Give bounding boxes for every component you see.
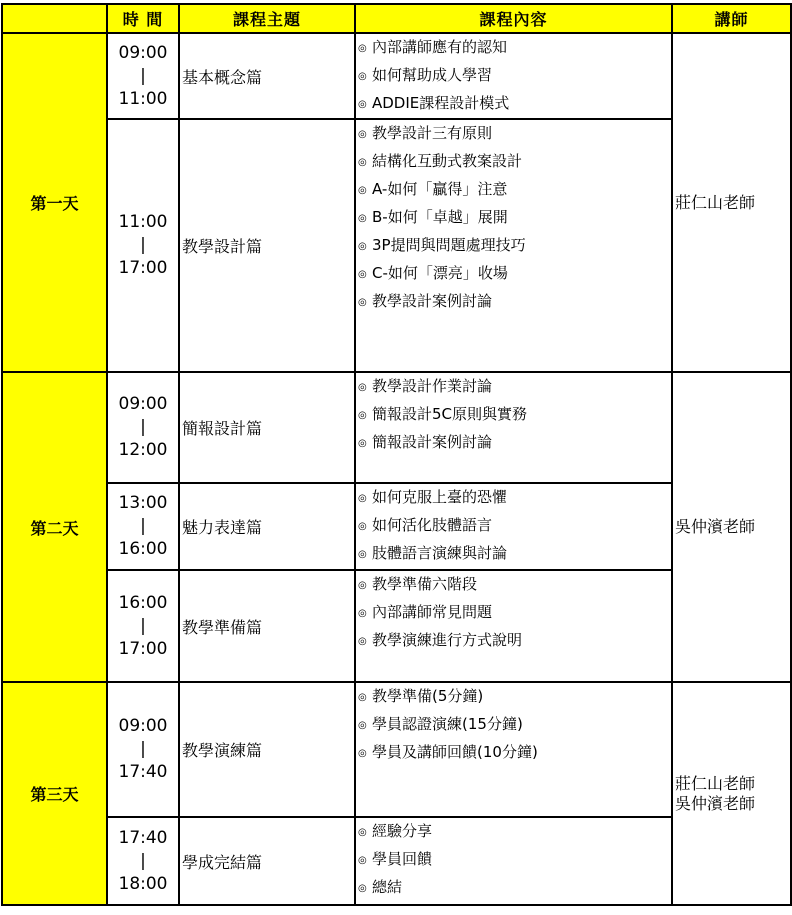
session-topic: 基本概念篇: [179, 33, 355, 119]
list-item: ◎ C-如何「漂亮」收場: [358, 260, 671, 288]
list-item: ◎ 教學設計三有原則: [358, 120, 671, 148]
topic-header: 課程主題: [179, 4, 355, 33]
teacher-name: 吳仲濱老師: [675, 793, 756, 813]
session-content: [355, 483, 672, 570]
blank-header: [2, 4, 107, 33]
list-item: ◎ 學員回饋: [358, 846, 671, 874]
bullet-icon: ◎: [358, 636, 367, 647]
list-item: ◎ 教學演練進行方式說明: [358, 627, 671, 655]
header-row: [2, 4, 791, 33]
session-content: [355, 570, 672, 682]
list-item: ◎ 經驗分享: [358, 818, 671, 846]
list-item: ◎ 肢體語言演練與討論: [358, 540, 671, 568]
list-item: ◎ ADDIE課程設計模式: [358, 90, 671, 118]
bullet-icon: ◎: [358, 748, 367, 759]
list-item: ◎ 教學設計案例討論: [358, 288, 671, 316]
session-time: 09:00 | 11:00: [107, 33, 179, 119]
list-item: ◎ 學員及講師回饋(10分鐘): [358, 739, 671, 767]
bullet-icon: ◎: [358, 438, 367, 449]
list-item: ◎ 如何活化肢體語言: [358, 512, 671, 540]
bullet-icon: ◎: [358, 213, 367, 224]
course-schedule-table: [1, 3, 792, 906]
session-time: 11:00 | 17:00: [107, 119, 179, 372]
list-item: ◎ B-如何「卓越」展開: [358, 204, 671, 232]
list-item: ◎ 學員認證演練(15分鐘): [358, 711, 671, 739]
session-topic: 教學設計篇: [179, 119, 355, 372]
teacher-name: 吳仲濱老師: [675, 517, 756, 536]
session-row: [2, 372, 791, 483]
bullet-icon: ◎: [358, 71, 367, 82]
list-item: ◎ 簡報設計5C原則與實務: [358, 401, 671, 429]
list-item: ◎ 教學設計作業討論: [358, 373, 671, 401]
bullet-icon: ◎: [358, 129, 367, 140]
list-item: ◎ 結構化互動式教案設計: [358, 148, 671, 176]
bullet-icon: ◎: [358, 580, 367, 591]
bullet-icon: ◎: [358, 855, 367, 866]
time-header: 時 間: [107, 4, 179, 33]
list-item: ◎ 內部講師常見問題: [358, 599, 671, 627]
bullet-icon: ◎: [358, 521, 367, 532]
list-item: ◎ 如何幫助成人學習: [358, 62, 671, 90]
session-time: 09:00 | 17:40: [107, 682, 179, 817]
list-item: ◎ 3P提問與問題處理技巧: [358, 232, 671, 260]
teacher-cell: [672, 33, 791, 372]
session-row: [2, 682, 791, 817]
bullet-icon: ◎: [358, 99, 367, 110]
teacher-name: 莊仁山老師: [675, 773, 756, 793]
bullet-icon: ◎: [358, 493, 367, 504]
session-topic: 魅力表達篇: [179, 483, 355, 570]
day-label: 第一天: [2, 33, 107, 372]
list-item: ◎ 內部講師應有的認知: [358, 34, 671, 62]
bullet-icon: ◎: [358, 157, 367, 168]
session-row: [2, 33, 791, 119]
teacher-name: 莊仁山老師: [675, 192, 756, 212]
list-item: ◎ 簡報設計案例討論: [358, 429, 671, 457]
bullet-icon: ◎: [358, 185, 367, 196]
session-topic: 學成完結篇: [179, 817, 355, 905]
session-time: 17:40 | 18:00: [107, 817, 179, 905]
session-time: 13:00 | 16:00: [107, 483, 179, 570]
teacher-cell: [672, 682, 791, 905]
list-item: ◎ 教學準備(5分鐘): [358, 683, 671, 711]
bullet-icon: ◎: [358, 883, 367, 894]
bullet-icon: ◎: [358, 827, 367, 838]
content-header: 課程內容: [355, 4, 672, 33]
list-item: ◎ A-如何「贏得」注意: [358, 176, 671, 204]
session-content: [355, 33, 672, 119]
session-topic: 簡報設計篇: [179, 372, 355, 483]
list-item: ◎ 如何克服上臺的恐懼: [358, 484, 671, 512]
day-label: 第二天: [2, 372, 107, 682]
list-item: ◎ 教學準備六階段: [358, 571, 671, 599]
day-label: 第三天: [2, 682, 107, 905]
bullet-icon: ◎: [358, 549, 367, 560]
session-time: 09:00 | 12:00: [107, 372, 179, 483]
list-item: ◎ 總結: [358, 874, 671, 902]
session-content: [355, 119, 672, 372]
bullet-icon: ◎: [358, 269, 367, 280]
session-time: 16:00 | 17:00: [107, 570, 179, 682]
bullet-icon: ◎: [358, 297, 367, 308]
bullet-icon: ◎: [358, 382, 367, 393]
session-topic: 教學準備篇: [179, 570, 355, 682]
bullet-icon: ◎: [358, 43, 367, 54]
session-topic: 教學演練篇: [179, 682, 355, 817]
bullet-icon: ◎: [358, 241, 367, 252]
bullet-icon: ◎: [358, 692, 367, 703]
session-content: [355, 372, 672, 483]
teacher-header: 講師: [672, 4, 791, 33]
bullet-icon: ◎: [358, 608, 367, 619]
session-content: [355, 682, 672, 817]
bullet-icon: ◎: [358, 410, 367, 421]
bullet-icon: ◎: [358, 720, 367, 731]
teacher-cell: [672, 372, 791, 682]
session-content: [355, 817, 672, 905]
